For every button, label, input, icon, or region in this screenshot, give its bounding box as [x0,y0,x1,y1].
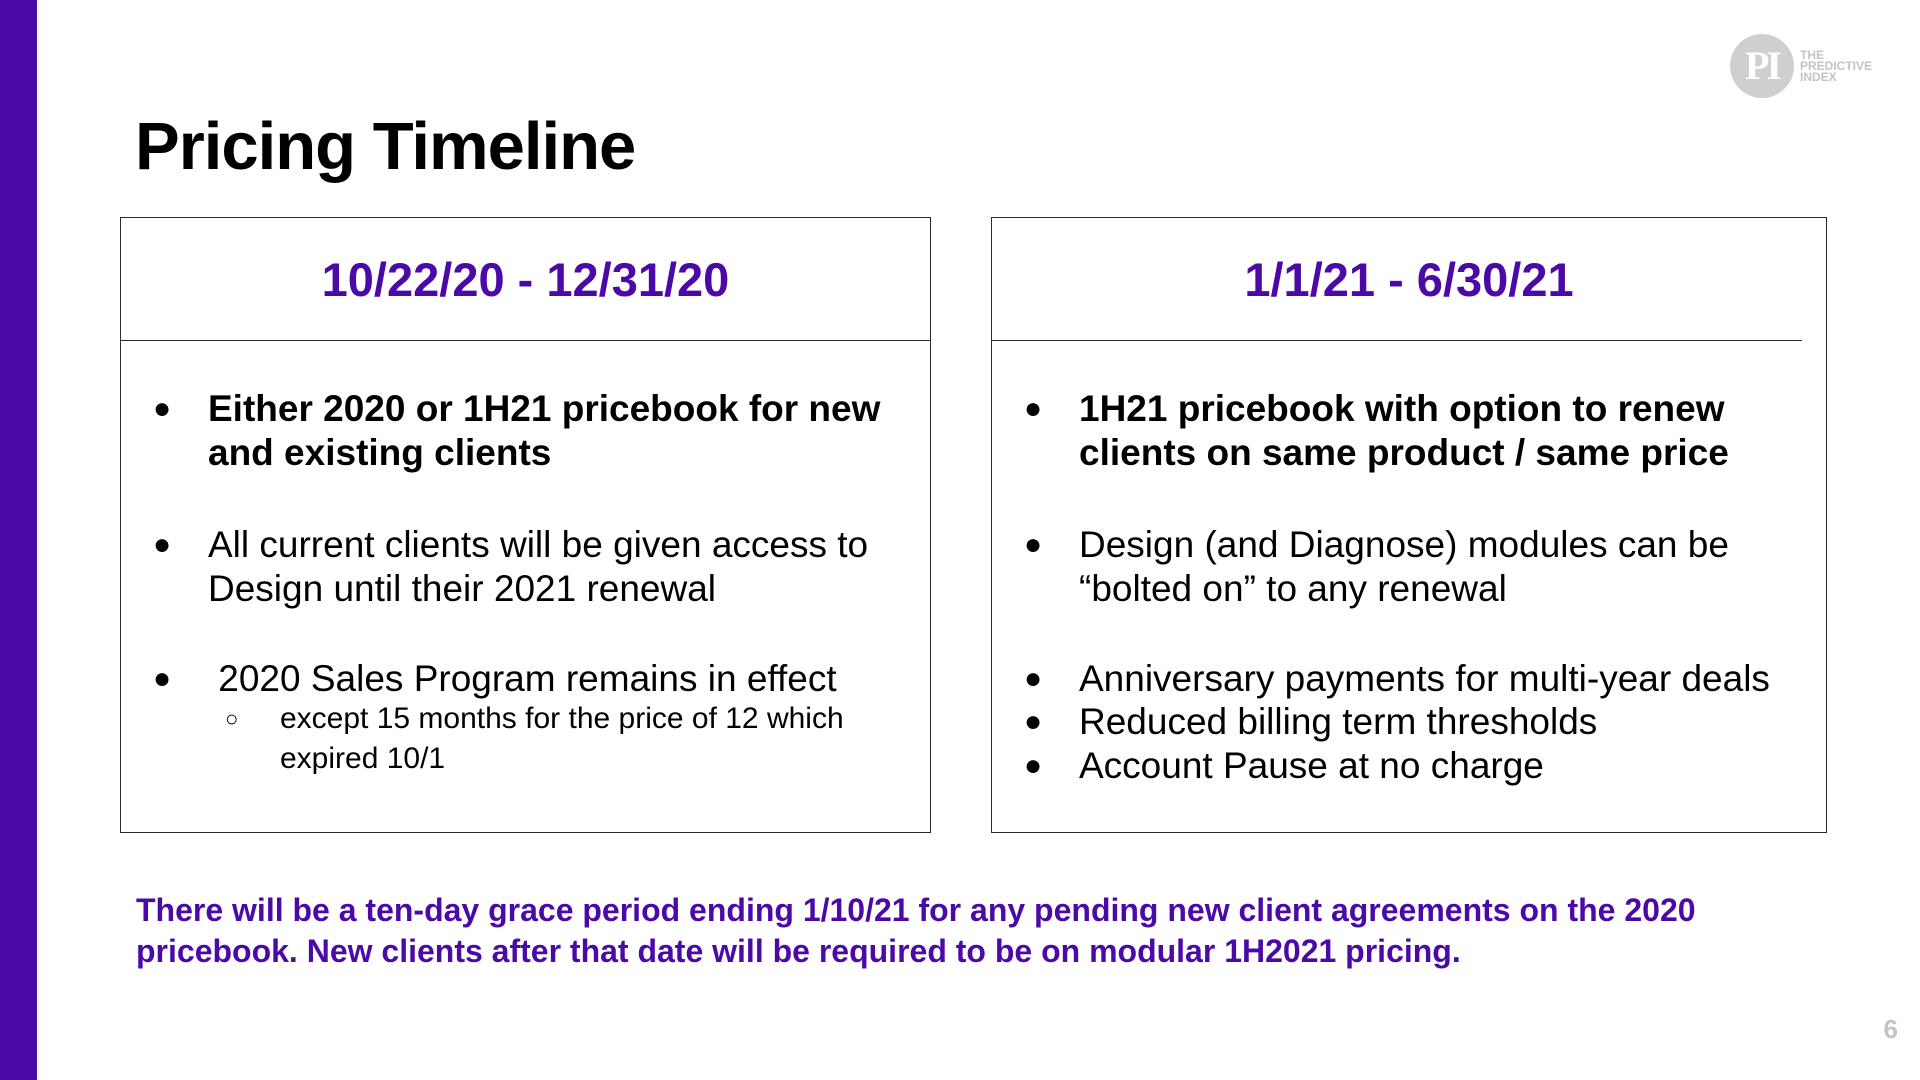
panel-divider [121,340,930,341]
panel-header-date-range: 10/22/20 - 12/31/20 [321,252,730,306]
bullet-icon: ● [1024,749,1043,782]
grace-period-note: There will be a ten-day grace period ending 1/10/21 for any pending new client agreements on the 2020 pricebook. New clients after that date will be required to be on modular 1H2021 pricing. [136,892,1696,969]
sub-bullet-icon: ○ [225,706,239,731]
bullet-icon: ● [1024,392,1043,425]
panel-2020 [120,217,931,833]
bullet-text: Design (and Diagnose) modules can be “bolted on” to any renewal [1079,524,1729,609]
bullet-icon: ● [153,528,172,561]
bullet-icon: ● [1024,528,1043,561]
bullet-icon: ● [153,662,172,695]
bullet-icon: ● [1024,662,1043,695]
bullet-icon: ● [1024,705,1043,738]
bullet-text: 2020 Sales Program remains in effect [208,658,837,699]
pi-logo-icon: PI [1730,34,1794,98]
bullet-text: Reduced billing term thresholds [1079,701,1598,742]
accent-bar [0,0,37,1080]
bullet-text: Anniversary payments for multi-year deals [1079,658,1770,699]
panel-divider [992,340,1802,341]
predictive-index-logo [1730,34,1905,102]
bullet-text: Account Pause at no charge [1079,745,1544,786]
page-number: 6 [1883,1014,1898,1044]
bullet-text: All current clients will be given access to Design until their 2021 renewal [208,524,869,609]
bullet-text: Either 2020 or 1H21 pricebook for new and existing clients [208,388,881,473]
sub-bullet-text: except 15 months for the price of 12 which expired 10/1 [280,702,844,775]
slide-title: Pricing Timeline [135,109,636,184]
panel-header-date-range: 1/1/21 - 6/30/21 [1244,252,1574,306]
panel-2021 [991,217,1827,833]
bullet-icon: ● [153,392,172,425]
bullet-text: 1H21 pricebook with option to renew clients on same product / same price [1079,388,1729,473]
logo-wordmark: THE PREDICTIVE INDEX [1800,48,1873,84]
